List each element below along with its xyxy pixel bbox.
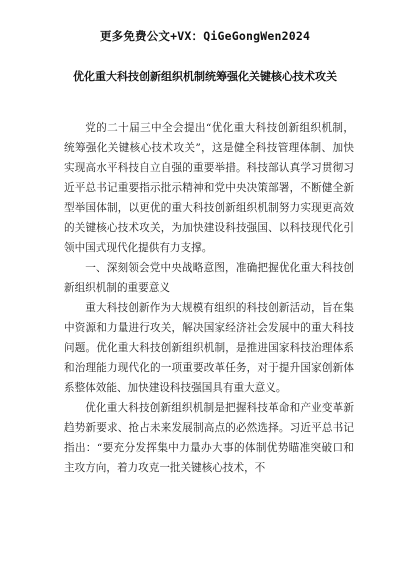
document-title: 优化重大科技创新组织机制统筹强化关键核心技术攻关 [73,70,337,83]
section-heading: 一、深刻领会党中央战略意图，准确把握优化重大科技创新组织机制的重要意义 [64,262,354,294]
paragraph: 重大科技创新作为大规模有组织的科技创新活动，旨在集中资源和力量进行攻关，解决国家经济社会发展中的重大科技问题。优化重大科技创新组织机制，是推进国家科技治理体系和治理能力现代化的一项重要改革任务，对于提升国家创新体系整体效能、加快建设科技强国具有重大意义。 [64,302,354,394]
watermark-header: 更多免费公文+VX：QiGeGongWen2024 [99,29,311,43]
paragraph: 党的二十届三中全会提出“优化重大科技创新组织机制，统筹强化关键核心技术攻关”，这是健全科技管理体制、加快实现高水平科技自立自强的重要举措。科技部认真学习贯彻习近平总书记重要指示批示精神和党中央决策部署，不断健全新型举国体制，以更优的重大科技创新组织机制努力实现更高效的关键核心技术攻关，为加快建设科技强国、以科技现代化引领中国式现代化提供有力支撑。 [64,122,354,254]
document-body [64,118,354,478]
paragraph: 优化重大科技创新组织机制是把握科技革命和产业变革新趋势新要求、抢占未来发展制高点的必然选择。习近平总书记指出：“要充分发挥集中力量办大事的体制优势瞄准突破口和主攻方向，着力攻克一批关键核心技术，不 [64,402,354,474]
